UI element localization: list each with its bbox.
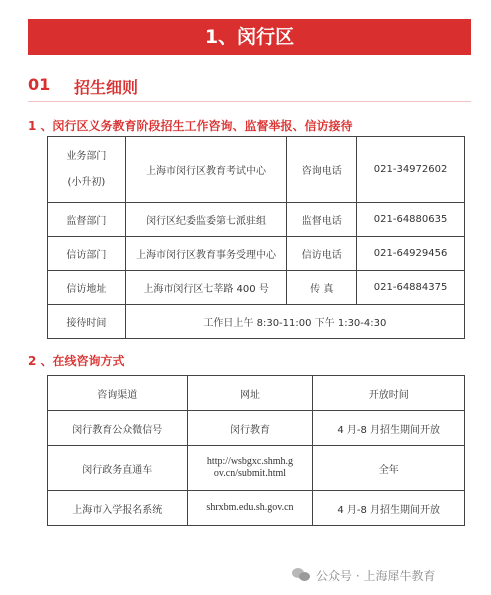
contact-heading: 1 、闵行区义务教育阶段招生工作咨询、监督举报、信访接待	[28, 119, 353, 133]
phone-cell: 021-64880635	[357, 203, 465, 237]
org-cell: 上海市闵行区教育考试中心	[125, 137, 287, 203]
phone-cell: 021-64884375	[357, 271, 465, 305]
type-cell: 传 真	[287, 271, 357, 305]
section-divider	[28, 101, 471, 102]
phone-cell: 021-34972602	[357, 137, 465, 203]
type-cell: 信访电话	[287, 237, 357, 271]
url-link-line1[interactable]: http://wsbgxc.shmh.g	[206, 456, 294, 467]
table-row	[48, 271, 465, 305]
url-cell[interactable]: shrxbm.edu.sh.gov.cn	[187, 491, 313, 526]
section-header	[28, 75, 471, 103]
hours-value: 工作日上午 8:30-11:00 下午 1:30-4:30	[125, 305, 464, 339]
org-cell: 上海市闵行区教育事务受理中心	[125, 237, 287, 271]
time-cell: 4 月-8 月招生期间开放	[313, 491, 465, 526]
wechat-icon	[292, 567, 310, 583]
org-cell: 上海市闵行区七莘路 400 号	[125, 271, 287, 305]
header-time: 开放时间	[313, 376, 465, 411]
type-cell: 咨询电话	[287, 137, 357, 203]
section-number: 01	[28, 75, 51, 94]
online-table	[47, 375, 465, 526]
header-channel: 咨询渠道	[48, 376, 188, 411]
dept-cell: 信访地址	[48, 271, 126, 305]
url-cell: 闵行教育	[187, 411, 313, 446]
table-row	[48, 203, 465, 237]
dept-label: 业务部门	[66, 150, 107, 162]
url-cell	[187, 446, 313, 491]
channel-cell: 上海市入学报名系统	[48, 491, 188, 526]
url-link-line2[interactable]: ov.cn/submit.html	[213, 468, 287, 479]
table-row	[48, 446, 465, 491]
time-cell: 4 月-8 月招生期间开放	[313, 411, 465, 446]
time-cell: 全年	[313, 446, 465, 491]
online-heading: 2 、在线咨询方式	[28, 354, 125, 368]
section-title: 招生细则	[74, 78, 139, 97]
hours-label: 接待时间	[48, 305, 126, 339]
header-url: 网址	[187, 376, 313, 411]
contact-table	[47, 136, 465, 339]
dept-cell	[48, 137, 126, 203]
dept-cell: 监督部门	[48, 203, 126, 237]
table-row	[48, 411, 465, 446]
banner-title: 1、闵行区	[204, 26, 295, 48]
dept-cell: 信访部门	[48, 237, 126, 271]
table-row	[48, 137, 465, 203]
table-row	[48, 491, 465, 526]
table-row	[48, 305, 465, 339]
table-row	[48, 237, 465, 271]
watermark	[292, 564, 435, 586]
phone-cell: 021-64929456	[357, 237, 465, 271]
org-cell: 闵行区纪委监委第七派驻组	[125, 203, 287, 237]
watermark-text: 公众号 · 上海犀牛教育	[316, 568, 436, 583]
type-cell: 监督电话	[287, 203, 357, 237]
dept-label-sub: (小升初)	[67, 176, 106, 188]
channel-cell: 闵行教育公众微信号	[48, 411, 188, 446]
channel-cell: 闵行政务直通车	[48, 446, 188, 491]
table-header-row	[48, 376, 465, 411]
banner	[28, 0, 471, 55]
